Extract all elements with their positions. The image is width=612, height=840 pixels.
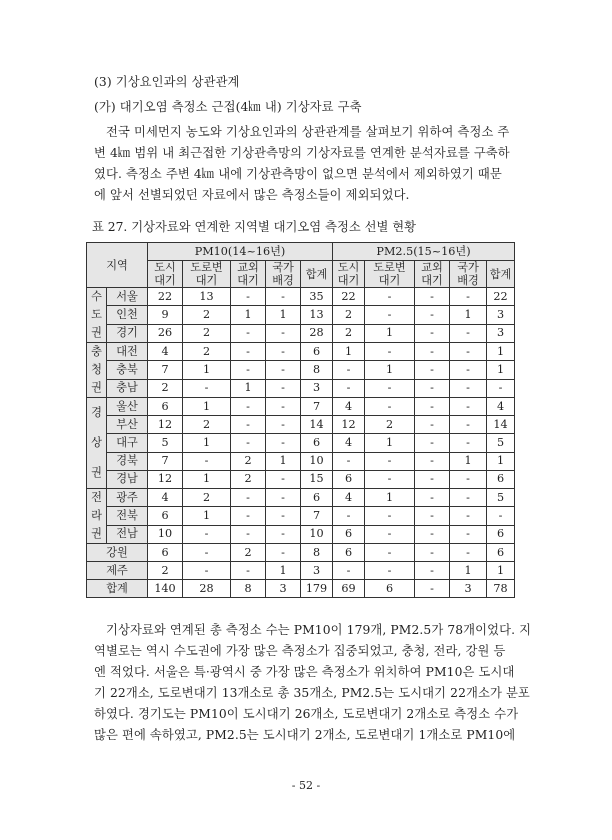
- pm25-cell: 6: [487, 544, 515, 562]
- pm10-cell: -: [183, 525, 231, 543]
- pm25-cell: -: [415, 544, 450, 562]
- region-name: 전북: [107, 507, 148, 525]
- pm25-cell: 2: [333, 324, 365, 342]
- pm25-cell: 1: [365, 434, 415, 452]
- pm25-cell: 22: [487, 288, 515, 306]
- col-header-total: 합계: [301, 261, 333, 288]
- pm10-cell: 5: [148, 434, 183, 452]
- pm10-cell: -: [231, 324, 266, 342]
- col-header: 도시 대기: [148, 261, 183, 288]
- pm25-cell: -: [487, 379, 515, 397]
- pm25-cell: -: [365, 562, 415, 580]
- pm25-cell: -: [450, 525, 487, 543]
- pm10-cell: 1: [183, 470, 231, 488]
- pm25-cell: -: [415, 580, 450, 598]
- region-name: 경기: [107, 324, 148, 342]
- col-header: 도시 대기: [333, 261, 365, 288]
- pm25-cell: -: [333, 452, 365, 470]
- pm10-cell: -: [266, 343, 301, 361]
- pm10-cell: 28: [183, 580, 231, 598]
- pm25-cell: 1: [487, 343, 515, 361]
- pm25-cell: -: [450, 470, 487, 488]
- region-name: 충북: [107, 361, 148, 379]
- pm10-cell: -: [231, 434, 266, 452]
- pm25-cell: 4: [333, 434, 365, 452]
- pm10-cell: 1: [266, 452, 301, 470]
- pm10-cell: 4: [148, 489, 183, 507]
- pm10-cell: -: [231, 288, 266, 306]
- table-row: [87, 288, 515, 306]
- pm25-cell: -: [450, 507, 487, 525]
- pm25-cell: -: [415, 489, 450, 507]
- pm25-cell: 2: [365, 416, 415, 434]
- pm10-cell: 26: [148, 324, 183, 342]
- paragraph-line: 변 4㎞ 범위 내 최근접한 기상관측망의 기상자료를 연계한 분석자료를 구축하: [94, 146, 510, 160]
- pm10-cell: -: [266, 288, 301, 306]
- pm25-cell: 6: [487, 470, 515, 488]
- pm10-cell: 6: [301, 434, 333, 452]
- pm25-cell: -: [365, 306, 415, 324]
- pm10-cell: 2: [183, 489, 231, 507]
- station-table: [86, 242, 515, 598]
- pm10-cell: -: [231, 398, 266, 416]
- pm10-cell: -: [266, 398, 301, 416]
- pm25-cell: 1: [333, 343, 365, 361]
- pm25-cell: 12: [333, 416, 365, 434]
- pm10-cell: 10: [301, 525, 333, 543]
- pm25-cell: 1: [487, 562, 515, 580]
- table-row: [87, 562, 515, 580]
- pm25-cell: 1: [365, 361, 415, 379]
- table-row: [87, 306, 515, 324]
- pm10-cell: 4: [148, 343, 183, 361]
- pm25-cell: -: [365, 470, 415, 488]
- pm25-cell: -: [415, 507, 450, 525]
- pm25-cell: -: [415, 525, 450, 543]
- pm10-cell: -: [266, 525, 301, 543]
- pm10-cell: 12: [148, 470, 183, 488]
- pm25-cell: 6: [365, 580, 415, 598]
- pm25-cell: -: [365, 525, 415, 543]
- pm10-cell: -: [231, 562, 266, 580]
- pm25-header: PM2.5(15~16년): [333, 243, 515, 261]
- pm25-cell: 6: [333, 525, 365, 543]
- pm25-cell: -: [415, 379, 450, 397]
- pm10-cell: 6: [148, 398, 183, 416]
- pm10-cell: -: [231, 361, 266, 379]
- pm25-cell: 22: [333, 288, 365, 306]
- pm25-cell: 3: [487, 306, 515, 324]
- pm10-cell: 179: [301, 580, 333, 598]
- pm10-cell: 7: [301, 507, 333, 525]
- pm25-cell: -: [333, 361, 365, 379]
- pm10-cell: 2: [231, 470, 266, 488]
- pm25-cell: -: [450, 544, 487, 562]
- pm25-cell: -: [450, 288, 487, 306]
- pm25-cell: 14: [487, 416, 515, 434]
- pm25-cell: 78: [487, 580, 515, 598]
- pm10-cell: 1: [231, 379, 266, 397]
- pm25-cell: -: [415, 398, 450, 416]
- pm25-cell: 1: [450, 562, 487, 580]
- pm10-cell: -: [183, 544, 231, 562]
- table-row: [87, 525, 515, 543]
- pm10-cell: 1: [266, 562, 301, 580]
- pm25-cell: 2: [333, 306, 365, 324]
- pm10-cell: 2: [183, 324, 231, 342]
- col-header: 국가 배경: [450, 261, 487, 288]
- pm25-cell: -: [415, 288, 450, 306]
- pm10-cell: 35: [301, 288, 333, 306]
- pm25-cell: -: [450, 343, 487, 361]
- pm25-cell: -: [415, 361, 450, 379]
- table-row: [87, 398, 515, 416]
- table-row: [87, 580, 515, 598]
- region-name: 인천: [107, 306, 148, 324]
- paragraph-line: 였다. 측정소 주변 4㎞ 내에 기상관측망이 없으면 분석에서 제외하였기 때문: [94, 167, 502, 181]
- region-name: 경북: [107, 452, 148, 470]
- page-number: - 52 -: [291, 779, 321, 792]
- pm25-cell: 3: [450, 580, 487, 598]
- region-name: 전남: [107, 525, 148, 543]
- pm25-cell: -: [450, 379, 487, 397]
- table-row: [87, 379, 515, 397]
- pm10-cell: 7: [148, 452, 183, 470]
- col-header: 교외 대기: [415, 261, 450, 288]
- pm25-cell: -: [415, 470, 450, 488]
- pm10-cell: 22: [148, 288, 183, 306]
- pm25-cell: 6: [487, 525, 515, 543]
- pm25-cell: 3: [487, 324, 515, 342]
- pm10-cell: -: [183, 379, 231, 397]
- region-name: 강원: [87, 544, 148, 562]
- region-group-label: 수 도 권: [87, 288, 107, 343]
- region-name: 충남: [107, 379, 148, 397]
- table-row: [87, 434, 515, 452]
- pm10-cell: 6: [301, 489, 333, 507]
- region-name: 광주: [107, 489, 148, 507]
- pm25-cell: -: [365, 343, 415, 361]
- pm10-cell: 1: [183, 361, 231, 379]
- paragraph-line: 기상자료와 연계된 총 측정소 수는 PM10이 179개, PM2.5가 78개이었다. 지: [106, 623, 532, 637]
- table-row: [87, 507, 515, 525]
- pm25-cell: -: [365, 544, 415, 562]
- pm10-cell: 6: [301, 343, 333, 361]
- pm10-cell: 1: [183, 434, 231, 452]
- pm25-cell: 4: [333, 398, 365, 416]
- pm25-cell: -: [415, 343, 450, 361]
- pm25-cell: -: [365, 507, 415, 525]
- pm10-cell: 3: [266, 580, 301, 598]
- pm25-cell: -: [487, 507, 515, 525]
- table-row: [87, 544, 515, 562]
- pm25-cell: -: [365, 288, 415, 306]
- region-name: 경남: [107, 470, 148, 488]
- pm25-cell: 4: [333, 489, 365, 507]
- pm25-cell: -: [450, 398, 487, 416]
- section-heading: (3) 기상요인과의 상관관계: [94, 75, 240, 89]
- table-caption: 표 27. 기상자료와 연계한 지역별 대기오염 측정소 선별 현황: [92, 220, 417, 234]
- pm10-cell: 15: [301, 470, 333, 488]
- pm10-cell: 8: [231, 580, 266, 598]
- region-name: 대전: [107, 343, 148, 361]
- pm25-cell: -: [415, 324, 450, 342]
- col-header: 국가 배경: [266, 261, 301, 288]
- pm10-cell: 7: [148, 361, 183, 379]
- pm10-cell: 1: [266, 306, 301, 324]
- pm10-cell: -: [231, 507, 266, 525]
- pm10-cell: 7: [301, 398, 333, 416]
- region-header: 지역: [87, 243, 148, 288]
- table-row: [87, 361, 515, 379]
- pm10-cell: 2: [183, 343, 231, 361]
- pm10-cell: 6: [148, 507, 183, 525]
- col-header: 도로변 대기: [183, 261, 231, 288]
- pm25-cell: -: [415, 452, 450, 470]
- pm10-cell: 2: [148, 379, 183, 397]
- pm25-cell: -: [450, 416, 487, 434]
- table-row: [87, 416, 515, 434]
- pm25-cell: -: [333, 507, 365, 525]
- col-header: 교외 대기: [231, 261, 266, 288]
- pm10-cell: -: [183, 562, 231, 580]
- pm25-cell: 1: [450, 452, 487, 470]
- pm10-cell: 10: [148, 525, 183, 543]
- pm10-cell: 2: [231, 452, 266, 470]
- pm25-cell: 1: [450, 306, 487, 324]
- col-header-total: 합계: [487, 261, 515, 288]
- pm25-cell: -: [365, 452, 415, 470]
- pm10-cell: -: [266, 507, 301, 525]
- pm25-cell: -: [365, 398, 415, 416]
- pm25-cell: -: [415, 562, 450, 580]
- pm25-cell: -: [415, 434, 450, 452]
- paragraph-line: 기 22개소, 도로변대기 13개소로 총 35개소, PM2.5는 도시대기 22개소가 분포: [94, 686, 530, 700]
- pm25-cell: -: [333, 562, 365, 580]
- pm25-cell: -: [450, 361, 487, 379]
- region-name: 서울: [107, 288, 148, 306]
- pm25-cell: 6: [333, 544, 365, 562]
- pm10-cell: 2: [231, 544, 266, 562]
- pm10-cell: -: [266, 324, 301, 342]
- pm10-cell: 10: [301, 452, 333, 470]
- pm10-cell: 12: [148, 416, 183, 434]
- pm10-header: PM10(14~16년): [148, 243, 333, 261]
- pm10-cell: 8: [301, 361, 333, 379]
- pm25-cell: 6: [333, 470, 365, 488]
- pm10-cell: -: [266, 379, 301, 397]
- pm10-cell: 2: [183, 306, 231, 324]
- table-row: [87, 452, 515, 470]
- pm25-cell: 1: [487, 361, 515, 379]
- region-name: 울산: [107, 398, 148, 416]
- region-name: 부산: [107, 416, 148, 434]
- pm10-cell: 6: [148, 544, 183, 562]
- pm25-cell: -: [450, 324, 487, 342]
- pm10-cell: 13: [301, 306, 333, 324]
- pm10-cell: 3: [301, 562, 333, 580]
- pm10-cell: 9: [148, 306, 183, 324]
- pm10-cell: -: [266, 434, 301, 452]
- table-row: [87, 343, 515, 361]
- pm25-cell: -: [365, 379, 415, 397]
- pm25-cell: 5: [487, 489, 515, 507]
- pm10-cell: -: [231, 416, 266, 434]
- table-row: [87, 324, 515, 342]
- pm25-cell: -: [450, 434, 487, 452]
- pm25-cell: -: [450, 489, 487, 507]
- region-name: 제주: [87, 562, 148, 580]
- paragraph-line: 많은 편에 속하였고, PM2.5는 도시대기 2개소, 도로변대기 1개소로 PM10에: [94, 728, 516, 742]
- pm25-cell: -: [415, 416, 450, 434]
- pm25-cell: 1: [365, 489, 415, 507]
- pm10-cell: -: [231, 343, 266, 361]
- pm10-cell: -: [266, 416, 301, 434]
- pm10-cell: 1: [231, 306, 266, 324]
- pm25-cell: 69: [333, 580, 365, 598]
- pm10-cell: -: [183, 452, 231, 470]
- paragraph-line: 엔 적었다. 서울은 특·광역시 중 가장 많은 측정소가 위치하여 PM10은 도시대: [94, 665, 515, 679]
- pm10-cell: 3: [301, 379, 333, 397]
- paragraph-line: 역별로는 역시 수도권에 가장 많은 측정소가 집중되었고, 충청, 전라, 강원 등: [94, 644, 506, 658]
- region-group-label: 충 청 권: [87, 343, 107, 398]
- paragraph-line: 에 앞서 선별되었던 자료에서 많은 측정소들이 제외되었다.: [94, 188, 410, 202]
- table-row: [87, 489, 515, 507]
- pm10-cell: -: [266, 361, 301, 379]
- pm10-cell: -: [231, 489, 266, 507]
- pm25-cell: 1: [487, 452, 515, 470]
- subsection-heading: (가) 대기오염 측정소 근접(4㎞ 내) 기상자료 구축: [94, 100, 362, 114]
- pm25-cell: -: [333, 379, 365, 397]
- pm25-cell: 5: [487, 434, 515, 452]
- pm25-cell: 4: [487, 398, 515, 416]
- pm10-cell: -: [266, 470, 301, 488]
- pm10-cell: 1: [183, 398, 231, 416]
- pm10-cell: 2: [148, 562, 183, 580]
- pm10-cell: -: [231, 525, 266, 543]
- pm10-cell: 8: [301, 544, 333, 562]
- table-row: [87, 470, 515, 488]
- region-name: 합계: [87, 580, 148, 598]
- paragraph-line: 하였다. 경기도는 PM10이 도시대기 26개소, 도로변대기 2개소로 측정소 수가: [94, 707, 519, 721]
- pm10-cell: 14: [301, 416, 333, 434]
- pm25-cell: -: [415, 306, 450, 324]
- pm10-cell: 28: [301, 324, 333, 342]
- pm10-cell: -: [266, 544, 301, 562]
- col-header: 도로변 대기: [365, 261, 415, 288]
- pm10-cell: 140: [148, 580, 183, 598]
- region-name: 대구: [107, 434, 148, 452]
- pm10-cell: -: [266, 489, 301, 507]
- paragraph-line: 전국 미세먼지 농도와 기상요인과의 상관관계를 살펴보기 위하여 측정소 주: [106, 125, 510, 139]
- region-group-label: 전 라 권: [87, 489, 107, 544]
- pm10-cell: 13: [183, 288, 231, 306]
- pm10-cell: 2: [183, 416, 231, 434]
- pm10-cell: 1: [183, 507, 231, 525]
- pm25-cell: 1: [365, 324, 415, 342]
- region-group-label: 경 상 권: [87, 398, 107, 489]
